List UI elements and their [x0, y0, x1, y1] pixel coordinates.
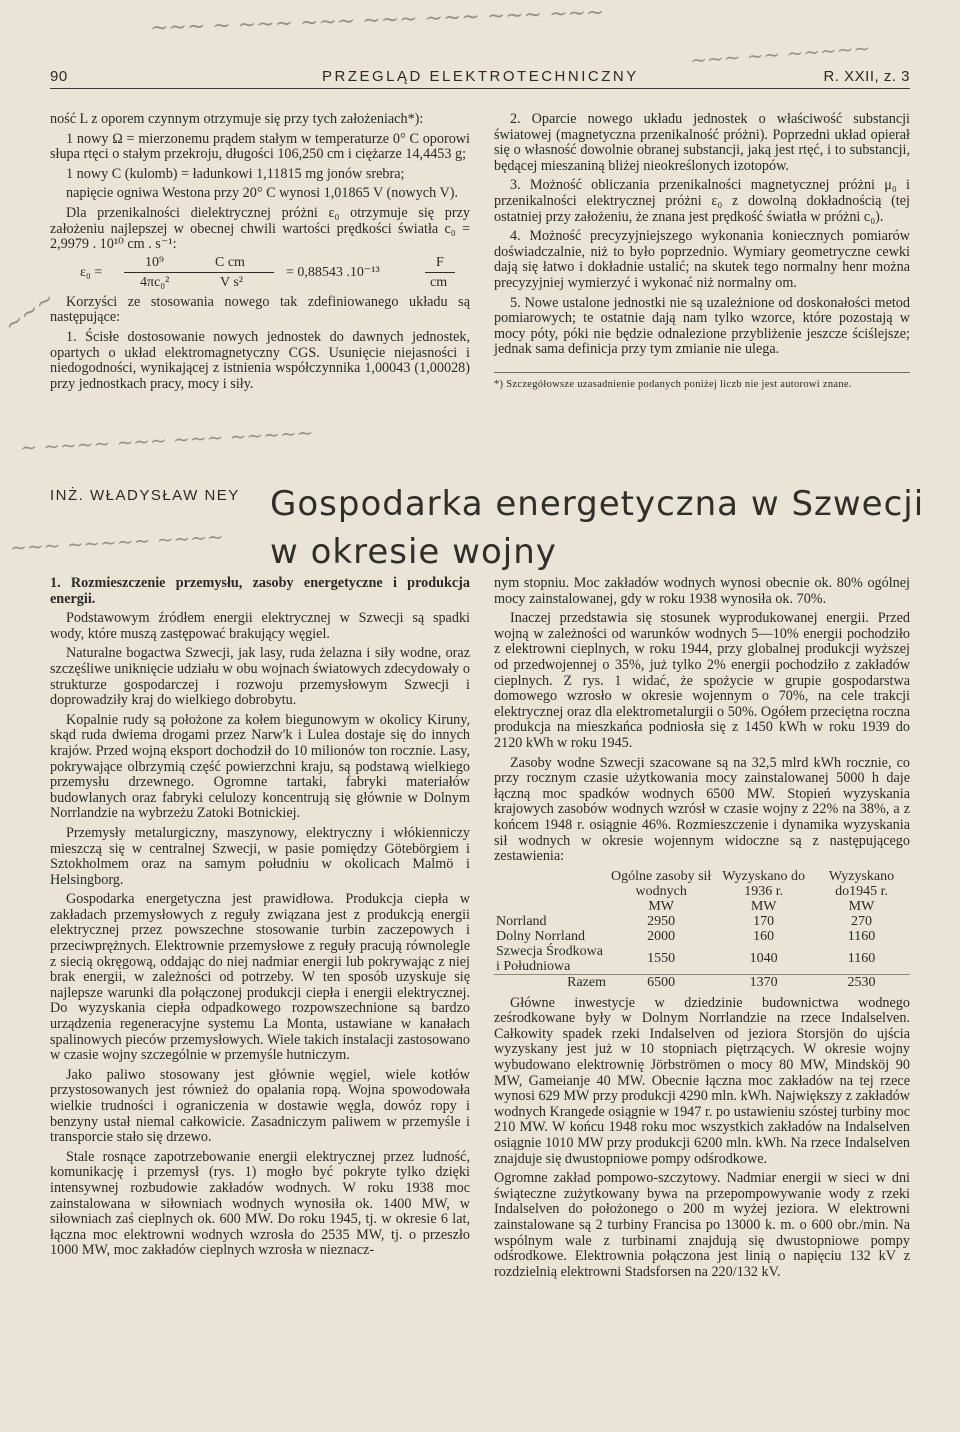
paragraph: Dla przenikalności dielektrycznej próżni ε₀ otrzymuje się przy założeniu najlepszej w obecnej chwili wartości prędkości światła c₀ = 2,9979 . 10¹⁰ cm . s⁻¹: — [50, 204, 470, 253]
formula-result: = 0,88543 .10⁻¹³ — [286, 264, 380, 280]
table-cell: 1160 — [847, 951, 876, 967]
table-cell: 1550 — [647, 951, 676, 967]
epsilon-formula — [50, 254, 470, 291]
formula-numerator: 10⁹ — [145, 254, 164, 270]
paragraph: Kopalnie rudy są położone za kołem biegunowym w okolicy Kiruny, skąd ruda dwiema drogami przez Narw'k i Lulea dostaje się do innych krajów. Przed wojną eksport dochodził do 10 milionów ton rocznie. Lasy, pokrywające olbrzymią część powierzchni kraju, są podstawą wielkiego przemysłu drzewnego. Ogromne tartaki, fabryki materiałów budowlanych oraz fabryki celulozy koncentrują się głównie w Dolnym Norrlandzie na wybrzeżu Zatoki Botnickiej. — [50, 711, 470, 822]
paragraph: Inaczej przedstawia się stosunek wyprodukowanej energii. Przed wojną w zależności od warunków wodnych 5—10% energii pochodziło z elektrowni cieplnych, w roku 1944, przy globalnej produkcji wyższej od przedwojennej o 35%, już tylko 2% energii pochodziło z zakładów cieplnych. Z rys. 1 widać, że spożycie w grupie gospodarstwa domowego wzrosło w okresie wojennym o 70%, na cele trakcji elektrycznej oraz dla elektrometalurgii o 50%. Ogółem przeciętna roczna produkcja na mieszkańca podniosła się z 1450 kWh w roku 1939 do 2120 kWh w roku 1945. — [494, 610, 910, 751]
table-unit-cell — [494, 899, 608, 914]
paragraph: Stale rosnące zapotrzebowanie energii elektrycznej przez ludność, komunikację i przemysł (rys. 1) mogło być pokryte tylko dzięki intensywnej rozbudowie zakładów wodnych. W roku 1938 moc zainstalowana w siłowniach wodnych wynosiła ok. 1400 MW, w siłowniach zaś cieplnych ok. 600 MW. Do roku 1945, tj. w okresie 6 lat, łączna moc elektrowni wodnych wzrosła do 2535 MW, tj. o przeszło 1000 MW, moc zakładów cieplnych wzrosła w nieznacz- — [50, 1148, 470, 1259]
table-unit-cell: MW — [648, 898, 674, 914]
article-left-column — [50, 576, 470, 1263]
article-title — [270, 480, 924, 576]
table-cell: 270 — [851, 913, 872, 929]
paragraph: 1 nowy Ω = mierzonemu prądem stałym w temperaturze 0° C oporowi słupa rtęci o stałym przekroju, długości 106,250 cm i ciężarze 14,4453 g; — [50, 130, 470, 163]
paragraph: 3. Możność obliczania przenikalności magnetycznej próżni μ₀ i przenikalności elektrycznej próżni ε₀ z dowolną dokładnością (tej ostatniej przy założeniu, że znana jest prędkość światła w próżni c₀). — [494, 177, 910, 225]
paragraph: 1. Ścisłe dostosowanie nowych jednostek do dawnych jednostek, opartych o układ elektromagnetyczny CGS. Usunięcie niejasności i niedogodności, wynikającej z istnienia współczynnika 1,00043 (1,00028) przy jednostkach pracy, mocy i siły. — [50, 328, 470, 392]
paragraph: Podstawowym źródłem energii elektrycznej w Szwecji są spadki wody, które muszą zastępować brakujący węgiel. — [50, 610, 470, 642]
paragraph: 2. Oparcie nowego układu jednostek o właściwość substancji światowej (magnetyczna przenikalność próżni). Poprzedni układ opierał się o własność dowolnie obranej substancji, jaką jest rtęć, i to substancji, będącej mieszaniną bliżej nieokreślonych izotopów. — [494, 111, 910, 174]
volume-label: R. XXII, z. 3 — [823, 68, 910, 85]
paragraph: Korzyści ze stosowania nowego tak zdefiniowanego układu są następujące: — [50, 293, 470, 326]
table-cell: Dolny Norrland — [496, 928, 586, 944]
paragraph: Gospodarka energetyczna jest prawidłowa. Produkcja ciepła w zakładach przemysłowych z reguły związana jest z produkcją energii elektrycznej przez powszechne stosowanie turbin zaczepowych i przeciwprężnych. Elektrownie przemysłowe z reguły pracują równolegle z siecią okręgową, oddając do niej nadmiar energii lub pokrywając z niej brak energii, w zależności od potrzeby. W ten sposób uzyskuje się najlepsze warunki dla połączonej produkcji ciepła i energii elektrycznej. Do wyzyskania ciepła odpadkowego rozpowszechnione są bardzo urządzenia regeneracyjne systemu La Monta, ustawiane w kanałach spalinowych pieców przemysłowych. Wiele takich instalacji zastosowano w czasie wojny szczególnie w przemyśle hutniczym. — [50, 891, 470, 1064]
footnote: *) Szczegółowsze uzasadnienie podanych poniżej liczb nie jest autorowi znane. — [494, 372, 910, 393]
paragraph: Naturalne bogactwa Szwecji, jak lasy, ruda żelazna i siły wodne, oraz szczęśliwe uniknięcie udziału w obu wojnach światowych zdecydowały o strukturze gospodarczej i rozwoju przemysłowym Szwecji i doprowadziły kraj do wielkiego dobrobytu. — [50, 645, 470, 709]
fraction-line — [425, 272, 455, 273]
section-heading: 1. Rozmieszczenie przemysłu, zasoby energetyczne i produkcja energii. — [50, 575, 470, 607]
table-header-row — [494, 869, 910, 899]
paragraph: 4. Możność precyzyjniejszego wykonania koniecznych pomiarów doświadczalnie, niż to było poprzednio. Wymiary geometryczne cewki dają się łatwo i dokładnie ustalić; na skutek tego normalny henr można precyzyjniej wymierzyć i wykonać niż normalny om. — [494, 228, 910, 291]
table-cell: 170 — [753, 913, 775, 929]
table-unit-cell: MW — [848, 898, 875, 914]
table-header-cell — [494, 869, 608, 899]
formula-unit-denominator: V s² — [220, 274, 244, 290]
article-title-line1: Gospodarka energetyczna w Szwecji — [270, 484, 925, 524]
paragraph: 5. Nowe ustalone jednostki nie są uzależnione od doskonałości metod pomiarowych; te ostatnie dają nam tylko wzorce, które pozostają w mocy póty, póki nie będzie odnalezione przybliżenie jeszcze ściślejsze; jednak sama definicja przy tym zmianie nie ulega. — [494, 294, 910, 358]
article-right-column — [494, 576, 910, 1284]
table-row — [494, 929, 910, 944]
table-cell: 1040 — [749, 951, 778, 967]
table-cell: 2950 — [647, 913, 676, 929]
handwritten-annotation-top-right: ~~~ ~~ ~~~~~ — [689, 35, 871, 73]
page-header — [50, 66, 910, 89]
handwritten-annotation-mid-left: ~ ~~~~ ~~~ ~~~ ~~~~~ — [19, 420, 314, 460]
handwritten-annotation-under-author: ~~~ ~~~~~ ~~~~ — [9, 524, 225, 560]
paragraph: Przemysły metalurgiczny, maszynowy, elektryczny i włókienniczy mieszczą się w centralnej Szwecji, w pasie pomiędzy Götebörgiem i Sztokholmem oraz na samym południu w okolicach Malmö i Helsingborg. — [50, 824, 470, 888]
table-header-cell: Wyzyskano do1945 r. — [828, 868, 895, 899]
paragraph: Główne inwestycje w dziedzinie budownictwa wodnego ześrodkowane były w Dolnym Norrlandzie na rzece Indalselven. Całkowity spadek rzeki Indalselven od jeziora Storsjön do ujścia wyzyskany jest już w 10 stopniach piętrzących. W okresie wojny wybudowano elektrownię Jörbströmen o mocy 80 MW, Mindsköj 90 MW, Gameianje 40 MW. Obecnie łączna moc zakładów na tej rzece wynosi 629 MW przy produkcji 4290 mln. kWh. Największy z zakładów wodnych Krangede osiągnie w 1947 r. po ustawieniu szóstej turbiny moc 210 MW. W końcu 1948 roku moc wszystkich zakładów na Indalselven osiągnie 1010 MW przy produkcji 6200 mln. kWh. Na rzece Indalselven znajduje się dwustopniowe pompy odśrodkowe. — [494, 994, 910, 1167]
formula-unit-numerator: C cm — [215, 254, 245, 270]
table-cell: 1370 — [714, 974, 813, 990]
paragraph: ność L z oporem czynnym otrzymuje się przy tych założeniach*): — [50, 111, 424, 127]
prev-article-left-column — [50, 112, 470, 396]
article-author: INŻ. WŁADYSŁAW NEY — [50, 487, 240, 504]
table-cell: Norrland — [496, 913, 547, 929]
table-unit-cell: MW — [750, 898, 777, 914]
table-cell: Razem — [494, 974, 608, 990]
paragraph: 1 nowy C (kulomb) = ładunkowi 1,11815 mg jonów srebra; — [66, 165, 405, 182]
formula-denominator: 4πc₀² — [140, 274, 170, 290]
formula-result-unit-num: F — [436, 254, 444, 270]
table-cell: Szwecja Środkowa i Południowa — [496, 943, 603, 974]
formula-result-unit-den: cm — [430, 274, 448, 290]
table-cell: 2000 — [647, 928, 676, 944]
paragraph: nym stopniu. Moc zakładów wodnych wynosi obecnie ok. 80% ogólnej mocy zainstalowanej, gdy w roku 1938 wynosiła ok. 70%. — [494, 575, 910, 607]
paragraph: napięcie ogniwa Westona przy 20° C wynosi 1,01865 V (nowych V). — [66, 185, 459, 202]
prev-article-right-column — [494, 112, 910, 393]
table-units-row — [494, 899, 910, 914]
hydro-resources-table — [494, 869, 910, 990]
article-title-line2: w okresie wojny — [270, 532, 557, 572]
table-row — [494, 914, 910, 929]
journal-title: PRZEGLĄD ELEKTROTECHNICZNY — [322, 68, 639, 85]
table-total-row — [494, 974, 910, 990]
table-header-cell: Wyzyskano do 1936 r. — [722, 868, 806, 899]
page-number: 90 — [50, 68, 68, 85]
table-cell: 2530 — [813, 974, 910, 990]
formula-lhs: ε₀ = — [80, 264, 103, 280]
table-row — [494, 944, 910, 975]
handwritten-annotation-left-margin: ~~~ — [0, 286, 60, 339]
paragraph: Zasoby wodne Szwecji szacowane są na 32,5 mlrd kWh rocznie, co przy rocznym czasie użytkowania mocy zainstalowanej 5000 h daje łączną moc spadków wodnych 6500 MW. Stopień wyzyskania krajowych zasobów wodnych wzrósł w czasie wojny z 22% na 38%, a z końcem 1948 r. osiągnie 46%. Rozmieszczenie i dynamika wyzyskania sił wodnych w okresie wojennym widoczne są z następującego zestawienia: — [494, 754, 910, 865]
table-header-cell: Ogólne zasoby sił wodnych — [611, 868, 712, 899]
fraction-line — [124, 272, 274, 273]
paragraph: Ogromne zakład pompowo-szczytowy. Nadmiar energii w sieci w dni świąteczne zużytkowany bywa na przepompowywanie wody z rzeki Indalselven do położonego o 200 m wyżej jeziora. W elektrowni zainstalowane są 2 turbiny Francisa po 13000 k. m. o 600 obr./min. Na wspólnym wale z turbinami znajdują się dwustopniowe pompy odśrodkowe. Elektrownia połączona jest linią o napięciu 132 kV z rozdzielnią elektrowni Stadsforsen na 220/132 kV. — [494, 1170, 910, 1280]
table-cell: 6500 — [608, 974, 714, 990]
table-cell: 160 — [753, 928, 775, 944]
paragraph: Jako paliwo stosowany jest głównie węgiel, wiele kotłów przystosowanych jest również do opalania ropą. Wojna spowodowała wielkie trudności i ograniczenia w dostawie węgla, dowóz ropy i benzyny ustał niemal całkowicie. Zasadniczym paliwem w przemyśle i transporcie stało się drzewo. — [50, 1066, 470, 1146]
table-cell: 1160 — [847, 928, 876, 944]
handwritten-annotation-top: ~~~ ~ ~~~ ~~~ ~~~ ~~~ ~~~ ~~~ — [149, 0, 605, 41]
